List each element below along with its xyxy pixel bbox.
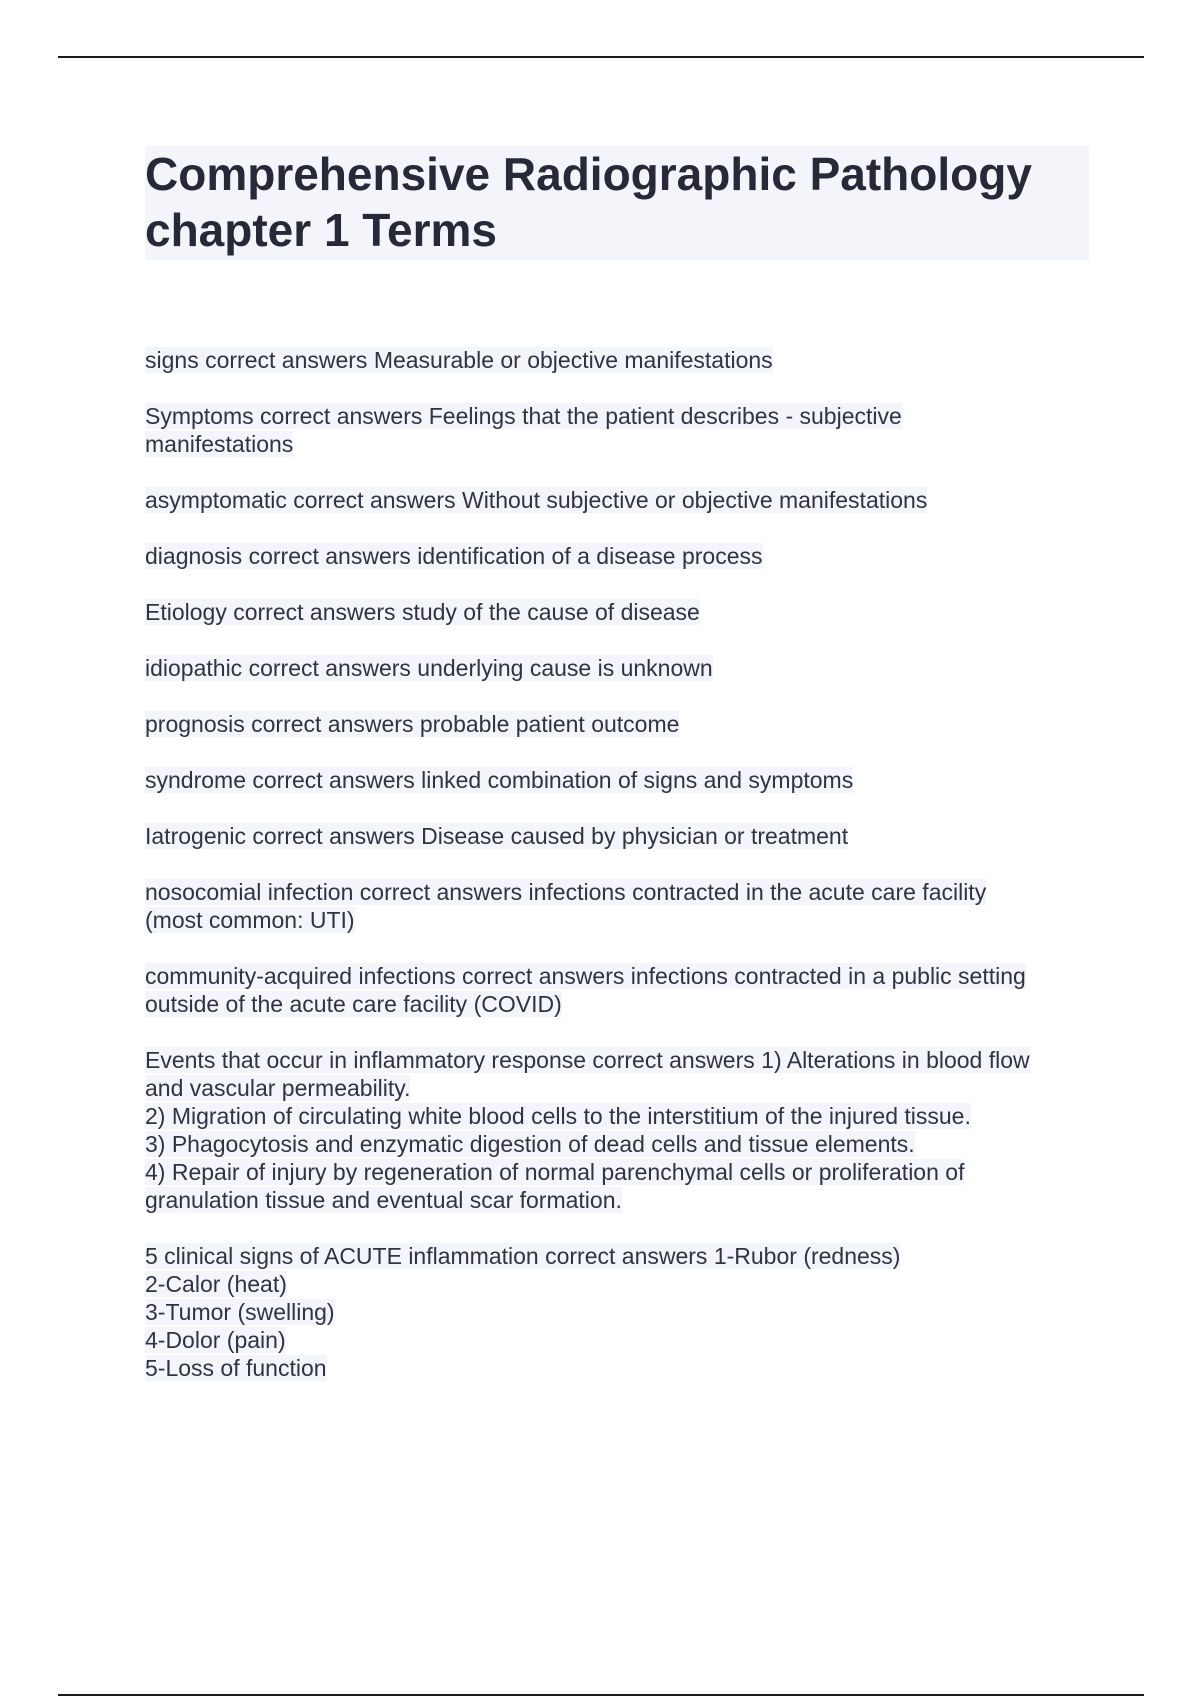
- card-term: asymptomatic: [145, 487, 287, 513]
- card-definition: identification of a disease process: [417, 543, 763, 569]
- card-definition: infections contracted in the acute care facility (most common: UTI): [145, 879, 987, 933]
- card-separator: correct answers: [253, 403, 429, 429]
- card-separator: correct answers: [226, 599, 402, 625]
- card-definition: 1) Alterations in blood flow and vascular permeability. 2) Migration of circulating white blood cells to the interstitium of the injured tissue. 3) Phagocytosis and enzymatic digestion of dead cells and tissue elements. 4) Repair of injury by regeneration of normal parenchymal cells or proliferation of granulation tissue and eventual scar formation.: [145, 1047, 1030, 1213]
- card-definition: Disease caused by physician or treatment: [421, 823, 849, 849]
- flashcard-iatrogenic: [145, 822, 1090, 850]
- card-term: nosocomial infection: [145, 879, 354, 905]
- card-definition: underlying cause is unknown: [417, 655, 713, 681]
- card-definition: Measurable or objective manifestations: [373, 347, 773, 373]
- flashcard-syndrome: [145, 766, 1090, 794]
- card-definition: linked combination of signs and symptoms: [421, 767, 854, 793]
- card-term: syndrome: [145, 767, 246, 793]
- card-separator: correct answers: [242, 543, 418, 569]
- title-block: [145, 146, 1089, 260]
- flashcard-etiology: [145, 598, 1090, 626]
- flashcard-signs: [145, 346, 1090, 374]
- document-body: [145, 146, 1090, 1410]
- flashcard-nosocomial-infection: [145, 878, 1090, 934]
- card-term: Etiology: [145, 599, 227, 625]
- card-term: idiopathic: [145, 655, 243, 681]
- card-separator: correct answers: [586, 1047, 762, 1073]
- card-term: Symptoms: [145, 403, 254, 429]
- document-title: Comprehensive Radiographic Pathology chapter 1 Terms: [145, 148, 1032, 256]
- card-definition: 1-Rubor (redness) 2-Calor (heat) 3-Tumor (swelling) 4-Dolor (pain) 5-Loss of function: [145, 1243, 901, 1381]
- card-term: 5 clinical signs of ACUTE inflammation: [145, 1243, 539, 1269]
- card-definition: infections contracted in a public setting outside of the acute care facility (COVID): [145, 963, 1026, 1017]
- flashcard-idiopathic: [145, 654, 1090, 682]
- card-term: prognosis: [145, 711, 245, 737]
- top-rule: [58, 56, 1144, 58]
- card-separator: correct answers: [198, 347, 374, 373]
- card-separator: correct answers: [244, 711, 420, 737]
- card-separator: correct answers: [246, 823, 422, 849]
- card-definition: Feelings that the patient describes - subjective manifestations: [145, 403, 902, 457]
- flashcard-prognosis: [145, 710, 1090, 738]
- card-term: Iatrogenic: [145, 823, 247, 849]
- flashcard-inflammatory-response-events: [145, 1046, 1090, 1214]
- bottom-rule: [58, 1694, 1144, 1696]
- flashcard-asymptomatic: [145, 486, 1090, 514]
- card-term: diagnosis: [145, 543, 243, 569]
- flashcard-acute-inflammation-signs: [145, 1242, 1090, 1382]
- flashcard-diagnosis: [145, 542, 1090, 570]
- card-definition: Without subjective or objective manifestations: [461, 487, 928, 513]
- card-separator: correct answers: [286, 487, 462, 513]
- card-separator: correct answers: [245, 767, 422, 793]
- card-term: Events that occur in inflammatory response: [145, 1047, 587, 1073]
- flashcard-community-acquired-infections: [145, 962, 1090, 1018]
- card-definition: probable patient outcome: [419, 711, 680, 737]
- card-term: signs: [145, 347, 199, 373]
- card-definition: study of the cause of disease: [401, 599, 700, 625]
- flashcard-symptoms: [145, 402, 1090, 458]
- card-separator: correct answers: [538, 1243, 714, 1269]
- card-separator: correct answers: [455, 963, 631, 989]
- card-term: community-acquired infections: [145, 963, 456, 989]
- card-separator: correct answers: [242, 655, 418, 681]
- card-separator: correct answers: [353, 879, 529, 905]
